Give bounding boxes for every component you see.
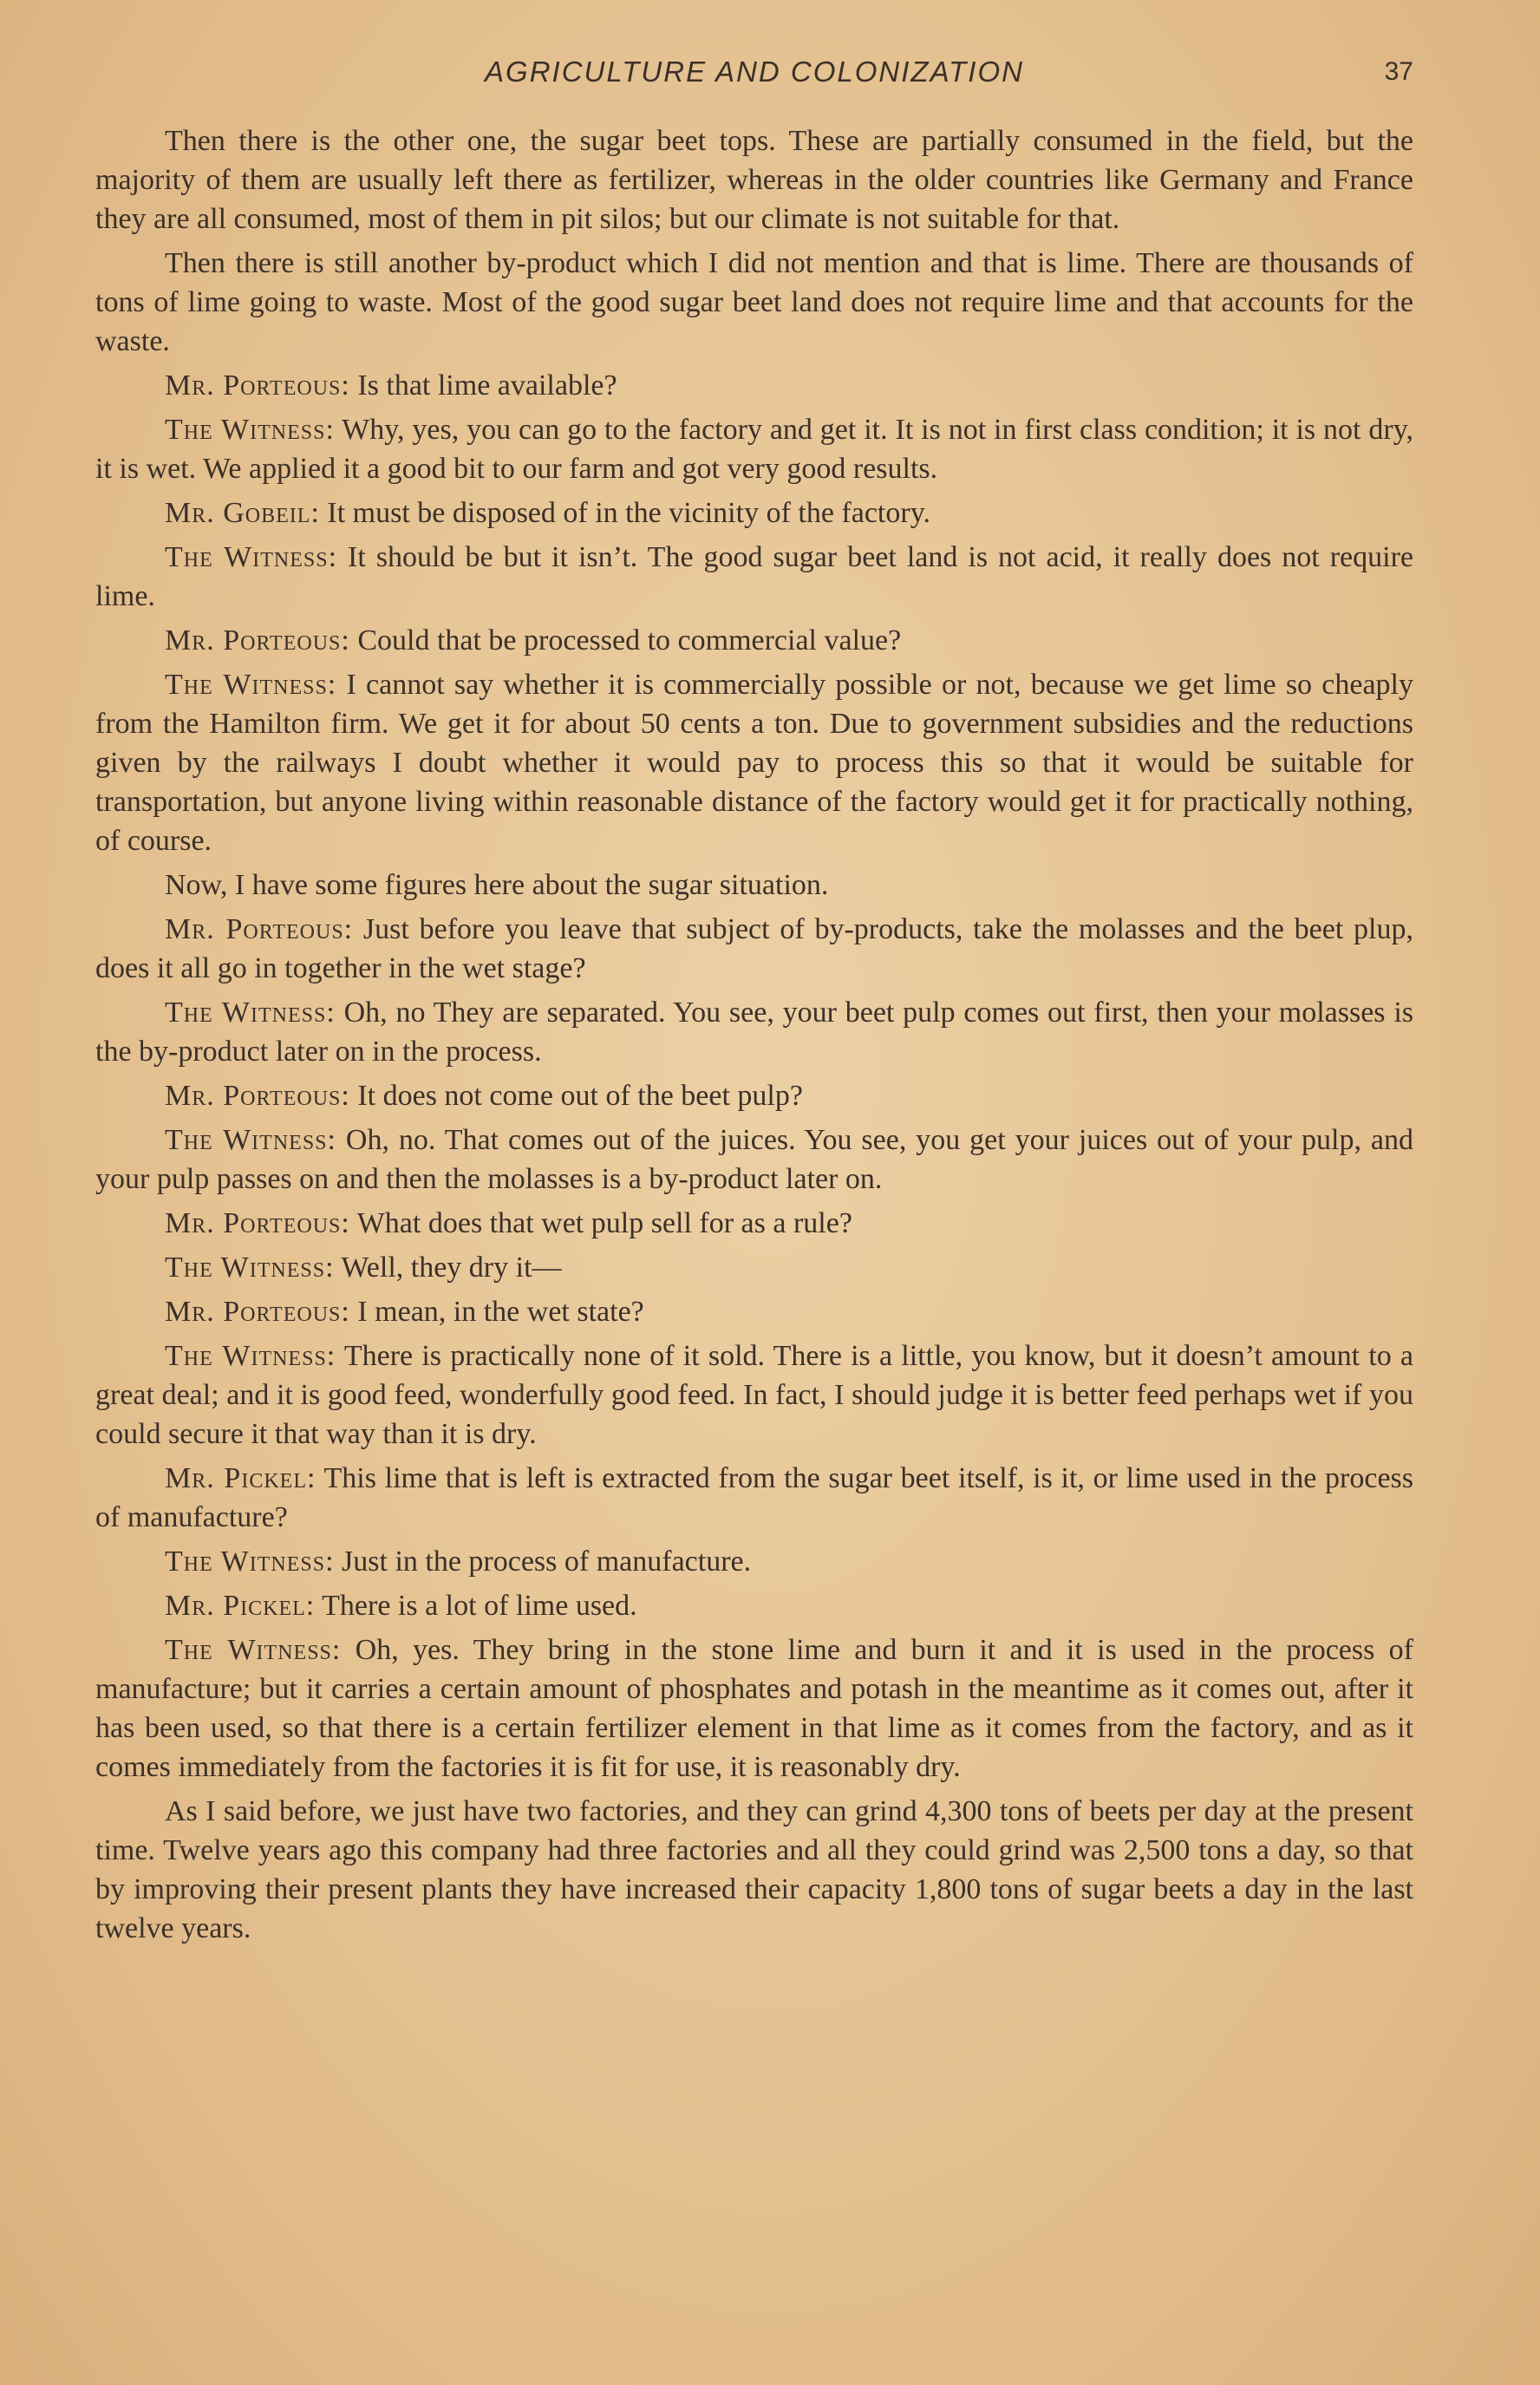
speaker-label: Mr. Pickel:: [165, 1590, 316, 1622]
paragraph: [95, 1459, 1413, 1537]
paragraph: [95, 1248, 1413, 1287]
paragraph-text: Now, I have some figures here about the sugar situation.: [165, 869, 829, 901]
paragraph-text: There is practically none of it sold. There is a little, you know, but it doesn’t amount to a great deal; and it is good feed, wonderfully good feed. In fact, I should judge it is better feed perhaps wet if you could secure it that way than it is dry.: [95, 1340, 1414, 1450]
speaker-label: The Witness:: [165, 669, 337, 701]
speaker-label: The Witness:: [165, 1340, 336, 1372]
paragraph: [95, 1586, 1413, 1625]
paragraph-text: Well, they dry it—: [341, 1251, 562, 1284]
speaker-label: The Witness:: [165, 1251, 335, 1284]
speaker-label: The Witness:: [165, 1124, 336, 1156]
paragraph-text: Why, yes, you can go to the factory and get it. It is not in first class condition; it is not dry, it is wet. We applied it a good bit to our farm and got very good results.: [95, 414, 1413, 485]
speaker-label: The Witness:: [165, 541, 338, 573]
paragraph-text: Oh, no They are separated. You see, your beet pulp comes out first, then your molasses is the by-product later on in the process.: [95, 996, 1414, 1068]
paragraph-text: Then there is the other one, the sugar beet tops. These are partially consumed in the field, but the majority of them are usually left there as fertilizer, whereas in the older countries like Germany and France they are all consumed, most of them in pit silos; but our climate is not suitable for that.: [95, 125, 1413, 235]
paragraph-text: Could that be processed to commercial value?: [357, 624, 902, 657]
paragraph: [95, 1542, 1413, 1581]
paragraph-text: As I said before, we just have two factories, and they can grind 4,300 tons of beets per day at the present time. Twelve years ago this company had three factories and all they could grind was 2,500 tons a day, so that by improving their present plants they have increased their capacity 1,800 tons of sugar beets a day in the last twelve years.: [95, 1795, 1413, 1944]
paragraph: [95, 1792, 1413, 1948]
paragraph: [95, 493, 1413, 533]
paragraph-text: What does that wet pulp sell for as a rule?: [356, 1207, 852, 1239]
document-page: [95, 35, 1413, 2342]
body-text: [95, 121, 1413, 1953]
speaker-label: The Witness:: [165, 1634, 342, 1666]
paragraph: [95, 1204, 1413, 1243]
paragraph: [95, 410, 1413, 488]
paragraph-text: I mean, in the wet state?: [357, 1296, 644, 1328]
running-head: [95, 50, 1413, 102]
speaker-label: Mr. Porteous:: [165, 369, 350, 402]
page-number: 37: [1384, 57, 1413, 86]
speaker-label: Mr. Pickel:: [165, 1462, 316, 1494]
speaker-label: Mr. Porteous:: [165, 1296, 350, 1328]
speaker-label: The Witness:: [165, 1545, 335, 1578]
paragraph: [95, 1076, 1413, 1115]
paragraph: [95, 244, 1413, 361]
paragraph-text: Just in the process of manufacture.: [342, 1545, 752, 1578]
speaker-label: Mr. Gobeil:: [165, 497, 320, 529]
paragraph-text: I cannot say whether it is commercially possible or not, because we get lime so cheaply from the Hamilton firm. We get it for about 50 cents a ton. Due to government subsidies and the reductions given by the railways I doubt whether it would pay to process this so that it would be suitable for transportation, but anyone living within reasonable distance of the factory would get it for practically nothing, of course.: [95, 669, 1413, 857]
paragraph-text: This lime that is left is extracted from the sugar beet itself, is it, or lime used in the process of manufacture?: [95, 1462, 1414, 1533]
speaker-label: Mr. Porteous:: [165, 1207, 350, 1239]
paragraph: [95, 1336, 1413, 1454]
paragraph-text: There is a lot of lime used.: [322, 1590, 637, 1622]
speaker-label: Mr. Porteous:: [165, 624, 350, 657]
paragraph: [95, 121, 1413, 238]
paragraph-text: Then there is still another by-product which I did not mention and that is lime. There are thousands of tons of lime going to waste. Most of the good sugar beet land does not require lime and that accounts for the waste.: [95, 247, 1413, 357]
running-title: AGRICULTURE AND COLONIZATION: [485, 56, 1024, 88]
paragraph-text: Is that lime available?: [357, 369, 617, 402]
paragraph: [95, 366, 1413, 405]
paragraph-text: Oh, no. That comes out of the juices. You see, you get your juices out of your pulp, and your pulp passes on and then the molasses is a by-product later on.: [95, 1124, 1414, 1195]
paragraph: [95, 1630, 1413, 1787]
paragraph: [95, 993, 1413, 1071]
paragraph: [95, 910, 1413, 988]
speaker-label: The Witness:: [165, 996, 336, 1029]
paragraph: [95, 1121, 1413, 1199]
paragraph-text: It does not come out of the beet pulp?: [357, 1080, 803, 1112]
paragraph: [95, 866, 1413, 905]
speaker-label: The Witness:: [165, 414, 335, 446]
paragraph-text: It must be disposed of in the vicinity of the factory.: [327, 497, 930, 529]
paragraph-text: It should be but it isn’t. The good sugar beet land is not acid, it really does not require lime.: [95, 541, 1413, 612]
paragraph-text: Oh, yes. They bring in the stone lime and burn it and it is used in the process of manufacture; but it carries a certain amount of phosphates and potash in the meantime as it comes out, after it has been used, so that there is a certain fertilizer element in that lime as it comes from the factory, and as it comes immediately from the factories it is fit for use, it is reasonably dry.: [95, 1634, 1413, 1783]
speaker-label: Mr. Porteous:: [165, 1080, 350, 1112]
paragraph: [95, 538, 1413, 616]
speaker-label: Mr. Porteous:: [165, 913, 354, 945]
paragraph-text: Just before you leave that subject of by-products, take the molasses and the beet plup, does it all go in together in the wet stage?: [95, 913, 1413, 984]
paragraph: [95, 1292, 1413, 1331]
paragraph: [95, 621, 1413, 660]
paragraph: [95, 665, 1413, 860]
